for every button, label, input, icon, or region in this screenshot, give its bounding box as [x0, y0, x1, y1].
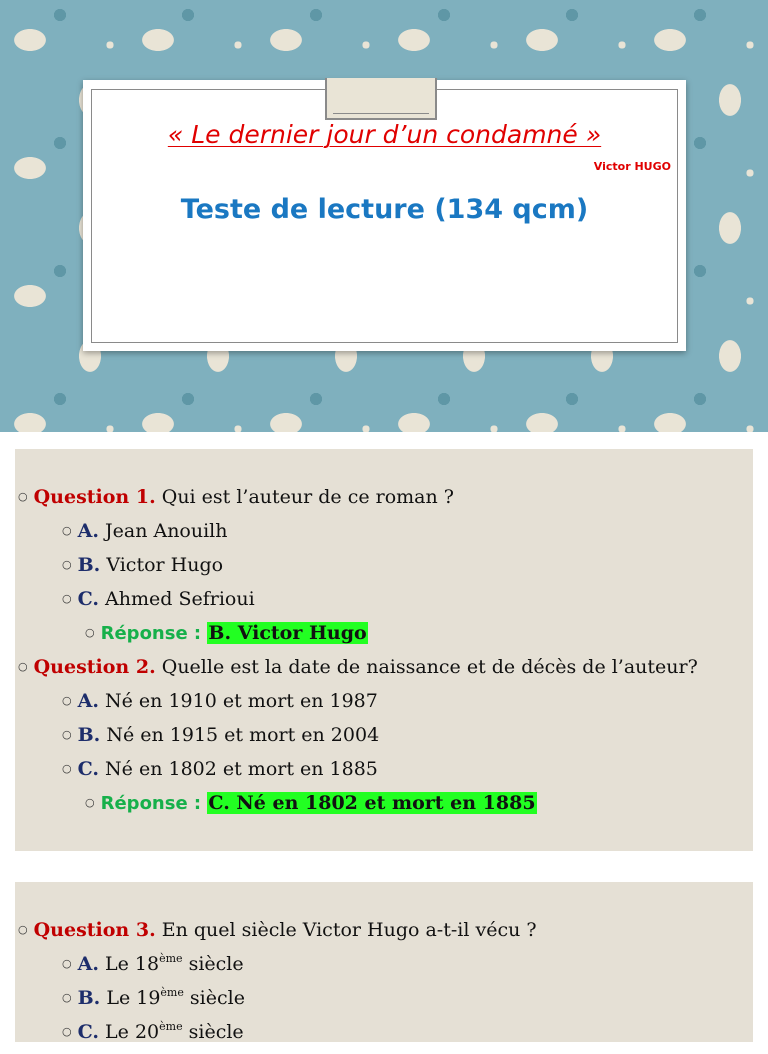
option-letter: A.: [77, 520, 99, 542]
author-name: Victor HUGO: [593, 160, 671, 173]
option-c: [18, 757, 753, 791]
option-letter: C.: [77, 758, 100, 780]
option-text: Né en 1910 et mort en 1987: [98, 690, 378, 712]
option-c: [18, 587, 753, 621]
bullet-icon: ○: [18, 660, 28, 673]
question-3: [18, 918, 753, 952]
bullet-icon: ○: [18, 923, 28, 936]
answer-highlight: C. Né en 1802 et mort en 1885: [208, 792, 536, 814]
bullet-icon: ○: [18, 490, 28, 503]
option-letter: C.: [77, 588, 100, 610]
bullet-icon: ○: [62, 558, 72, 571]
bullet-icon: ○: [62, 728, 72, 741]
option-letter: A.: [77, 953, 99, 975]
bullet-icon: ○: [85, 626, 95, 639]
title-card-tab: [325, 78, 437, 120]
option-text: Le 19: [100, 987, 161, 1009]
option-text-end: siècle: [183, 987, 245, 1009]
title-card: [83, 80, 686, 351]
option-text: Né en 1915 et mort en 2004: [100, 724, 380, 746]
book-title: « Le dernier jour d’un condamné »: [167, 120, 602, 149]
option-b: [18, 986, 753, 1020]
question-2: [18, 655, 753, 689]
option-c: [18, 1020, 753, 1054]
option-a: [18, 689, 753, 723]
question-text: Qui est l’auteur de ce roman ?: [155, 486, 454, 508]
title-slide: [0, 0, 768, 432]
answer-label: Réponse :: [100, 623, 208, 644]
question-label: Question 1.: [33, 486, 156, 508]
bullet-icon: ○: [62, 694, 72, 707]
bullet-icon: ○: [85, 796, 95, 809]
question-1: [18, 485, 753, 519]
question-label: Question 3.: [33, 919, 156, 941]
answer-line: [18, 621, 753, 655]
option-letter: B.: [77, 724, 101, 746]
question-list: [18, 485, 753, 825]
quiz-subtitle: Teste de lecture (134 qcm): [180, 194, 589, 225]
option-text: Victor Hugo: [100, 554, 224, 576]
option-text-end: siècle: [182, 1021, 244, 1043]
answer-highlight: B. Victor Hugo: [208, 622, 367, 644]
question-label: Question 2.: [33, 656, 156, 678]
bullet-icon: ○: [62, 991, 72, 1004]
option-text-end: siècle: [182, 953, 244, 975]
option-text: Le 18: [98, 953, 160, 975]
answer-line: [18, 791, 753, 825]
bullet-icon: ○: [62, 762, 72, 775]
ordinal-suffix: ème: [159, 952, 183, 965]
option-text: Ahmed Sefrioui: [99, 588, 255, 610]
option-text: Jean Anouilh: [98, 520, 228, 542]
option-letter: A.: [77, 690, 99, 712]
option-letter: B.: [77, 987, 101, 1009]
bullet-icon: ○: [62, 957, 72, 970]
option-b: [18, 723, 753, 757]
bullet-icon: ○: [62, 592, 72, 605]
question-text: En quel siècle Victor Hugo a-t-il vécu ?: [155, 919, 537, 941]
ordinal-suffix: ème: [160, 986, 184, 999]
option-a: [18, 519, 753, 553]
question-slide-3: [15, 882, 753, 1042]
option-b: [18, 553, 753, 587]
ordinal-suffix: ème: [159, 1020, 183, 1033]
bullet-icon: ○: [62, 1025, 72, 1038]
option-text: Le 20: [99, 1021, 160, 1043]
question-list: [18, 918, 753, 1054]
question-text: Quelle est la date de naissance et de décès de l’auteur?: [155, 656, 698, 678]
option-text: Né en 1802 et mort en 1885: [99, 758, 378, 780]
answer-label: Réponse :: [100, 793, 208, 814]
option-letter: B.: [77, 554, 101, 576]
bullet-icon: ○: [62, 524, 72, 537]
option-a: [18, 952, 753, 986]
option-letter: C.: [77, 1021, 100, 1043]
question-slide-1-2: [15, 449, 753, 851]
